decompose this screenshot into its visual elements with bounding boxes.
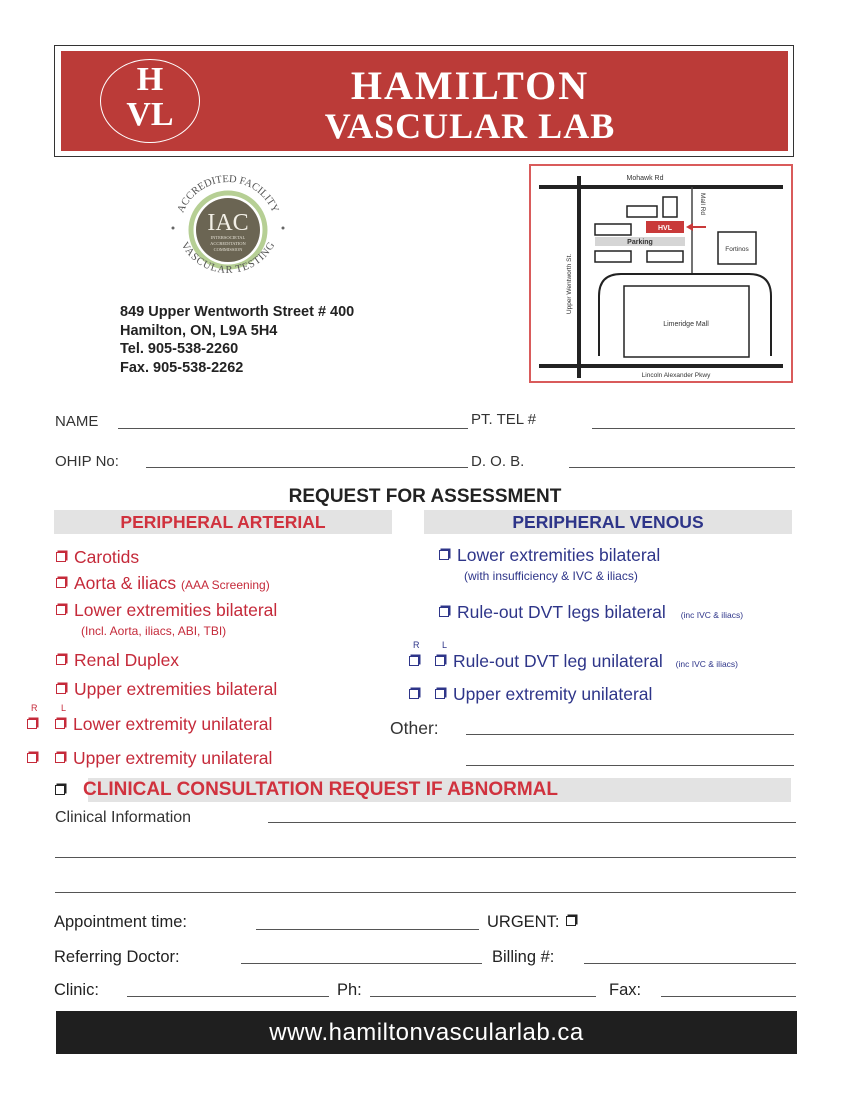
seal-sub-line1: INTERSOCIETAL (210, 235, 246, 240)
arterial-item-renal-duplex[interactable]: Renal Duplex (56, 650, 179, 670)
clinic-label: Clinic: (54, 981, 99, 999)
ohip-label: OHIP No: (55, 453, 119, 470)
website-link[interactable]: www.hamiltonvascularlab.ca (56, 1011, 797, 1054)
venous-r-label: R (413, 640, 420, 650)
pt-tel-input-line[interactable] (592, 428, 795, 429)
arterial-item-lower-bilateral[interactable]: Lower extremities bilateral (56, 600, 277, 620)
arterial-r-label: R (31, 703, 38, 713)
other-input-line-1[interactable] (466, 734, 794, 735)
location-map (529, 164, 793, 383)
billing-label: Billing #: (492, 948, 555, 966)
checkbox-left-icon[interactable] (55, 719, 65, 729)
checkbox-right-icon[interactable] (27, 753, 37, 763)
aaa-note: (AAA Screening) (181, 578, 270, 592)
appointment-label: Appointment time: (54, 913, 187, 931)
checkbox-icon[interactable] (56, 578, 66, 588)
arterial-item-aorta-iliacs[interactable]: Aorta & iliacs (AAA Screening) (56, 573, 270, 595)
request-title: REQUEST FOR ASSESSMENT (288, 486, 562, 507)
checkbox-right-icon[interactable] (409, 689, 419, 699)
checkbox-icon[interactable] (56, 684, 66, 694)
billing-input-line[interactable] (584, 963, 796, 964)
map-label-parking: Parking (627, 239, 653, 246)
arterial-item-carotids[interactable]: Carotids (56, 547, 139, 567)
fax-label: Fax: (609, 981, 642, 999)
dob-input-line[interactable] (569, 467, 795, 468)
venous-item-upper-unilateral[interactable]: Upper extremity unilateral (409, 684, 652, 704)
checkbox-icon[interactable] (56, 552, 66, 562)
arterial-heading: PERIPHERAL ARTERIAL (54, 510, 392, 534)
venous-item-dvt-bilateral[interactable]: Rule-out DVT legs bilateral (inc IVC & iliacs) (439, 602, 743, 625)
lab-title-line1: HAMILTON (350, 63, 590, 108)
dvt-bilateral-note: (inc IVC & iliacs) (680, 610, 744, 620)
seal-sub-line3: COMMISSION (213, 247, 243, 252)
checkbox-left-icon[interactable] (435, 689, 445, 699)
checkbox-icon[interactable] (55, 785, 65, 795)
address-street: 849 Upper Wentworth Street # 400 (120, 304, 355, 320)
venous-lower-bilateral-note: (with insufficiency & IVC & iliacs) (464, 569, 638, 583)
lab-title-line2: VASCULAR LAB (324, 106, 616, 146)
checkbox-icon[interactable] (56, 655, 66, 665)
arterial-item-upper-bilateral[interactable]: Upper extremities bilateral (56, 679, 277, 699)
clinical-consult-checkbox[interactable] (55, 780, 73, 800)
fax-input-line[interactable] (661, 996, 796, 997)
checkbox-icon[interactable] (439, 607, 449, 617)
map-label-mohawk: Mohawk Rd (626, 175, 664, 182)
urgent-field[interactable] (487, 912, 584, 932)
checkbox-right-icon[interactable] (27, 719, 37, 729)
map-label-lincoln: Lincoln Alexander Pkwy (641, 372, 711, 379)
map-label-upper-wentworth: Upper Wentworth St. (566, 253, 573, 315)
venous-heading: PERIPHERAL VENOUS (424, 510, 792, 534)
arterial-item-upper-unilateral[interactable]: Upper extremity unilateral (27, 748, 272, 768)
name-label: NAME (55, 413, 99, 430)
map-label-mall-rd: Mall Rd (699, 192, 706, 216)
venous-l-label: L (442, 640, 448, 650)
map-label-fortinos: Fortinos (725, 246, 749, 253)
pt-tel-label: PT. TEL # (471, 411, 537, 428)
map-drawing (531, 166, 791, 381)
clinical-info-label: Clinical Information (55, 809, 192, 826)
checkbox-left-icon[interactable] (435, 656, 445, 666)
seal-iac-text: IAC (207, 210, 249, 236)
iac-accreditation-seal (158, 168, 298, 288)
clinic-input-line[interactable] (127, 996, 329, 997)
checkbox-right-icon[interactable] (409, 656, 419, 666)
ph-input-line[interactable] (370, 996, 596, 997)
dob-label: D. O. B. (471, 453, 525, 470)
appointment-input-line[interactable] (256, 929, 479, 930)
checkbox-left-icon[interactable] (55, 753, 65, 763)
dvt-unilateral-note: (inc IVC & iliacs) (675, 659, 739, 669)
clinical-info-line-1[interactable] (268, 822, 796, 823)
clinical-consult-label: CLINICAL CONSULTATION REQUEST IF ABNORMAL (83, 779, 558, 800)
logo-letter-h: H (136, 61, 164, 98)
clinical-info-line-3[interactable] (55, 892, 796, 893)
address-city: Hamilton, ON, L9A 5H4 (120, 322, 278, 339)
map-label-limeridge: Limeridge Mall (663, 321, 709, 328)
address-block (120, 303, 354, 377)
arterial-item-lower-unilateral[interactable]: Lower extremity unilateral (27, 714, 272, 734)
referring-doctor-label: Referring Doctor: (54, 948, 180, 966)
ohip-input-line[interactable] (146, 467, 468, 468)
seal-bottom-text: VASCULAR TESTING (178, 240, 278, 277)
ph-label: Ph: (337, 981, 362, 999)
address-tel: Tel. 905-538-2260 (120, 341, 239, 357)
name-input-line[interactable] (118, 428, 468, 429)
address-fax: Fax. 905-538-2262 (120, 359, 244, 376)
lower-bilateral-note: (Incl. Aorta, iliacs, ABI, TBI) (81, 624, 227, 638)
referring-doctor-input-line[interactable] (241, 963, 482, 964)
seal-sub-line2: ACCREDITATION (210, 241, 246, 246)
checkbox-icon[interactable] (56, 605, 66, 615)
other-input-line-2[interactable] (466, 765, 794, 766)
map-label-hvl: HVL (658, 225, 672, 232)
seal-top-text: ACCREDITED FACILITY (175, 173, 281, 215)
venous-item-lower-bilateral[interactable]: Lower extremities bilateral (439, 545, 660, 565)
checkbox-icon[interactable] (439, 550, 449, 560)
other-label: Other: (390, 718, 439, 738)
urgent-checkbox-icon[interactable] (566, 916, 576, 926)
urgent-label: URGENT: (487, 913, 560, 931)
venous-item-dvt-unilateral[interactable]: Rule-out DVT leg unilateral (inc IVC & iliacs) (409, 651, 738, 674)
logo-letters-vl: VL (126, 96, 174, 133)
arterial-l-label: L (61, 703, 67, 713)
clinical-info-line-2[interactable] (55, 857, 796, 858)
